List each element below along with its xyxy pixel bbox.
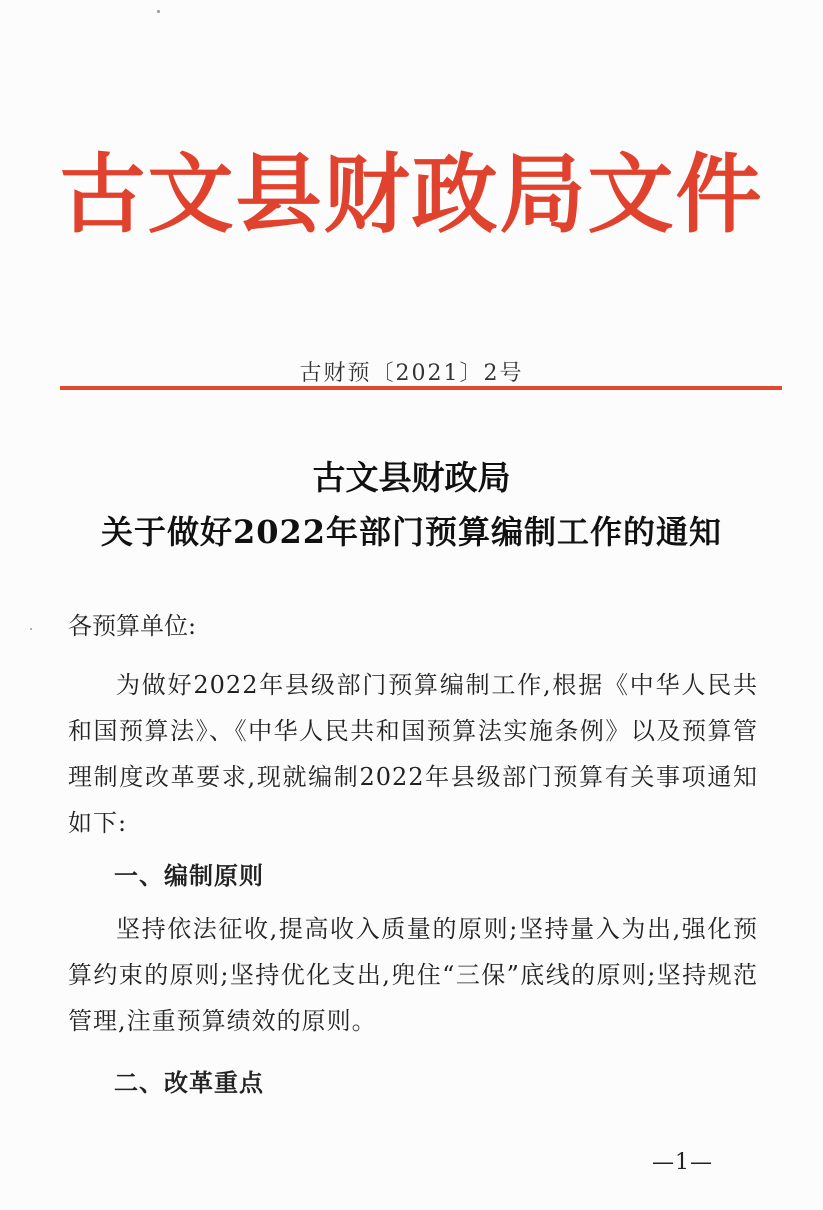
salutation: 各预算单位:	[68, 612, 197, 640]
doc-number: 古财预〔2021〕2号	[299, 361, 524, 386]
page-number: —1—	[652, 1150, 713, 1175]
red-divider	[60, 386, 782, 390]
paragraph-intro: 为做好2022年县级部门预算编制工作,根据《中华人民共和国预算法》、《中华人民共和国预算法实施条例》以及预算管理制度改革要求,现就编制2022年县级部门预算有关事项通知如下:	[68, 671, 758, 837]
notice-title-line2: 关于做好2022年部门预算编制工作的通知	[100, 513, 723, 551]
notice-title-line1: 古文县财政局	[312, 458, 511, 497]
scan-speck	[30, 628, 32, 630]
section-heading-reform: 二、改革重点	[114, 1069, 264, 1097]
paragraph-principles: 坚持依法征收,提高收入质量的原则;坚持量入为出,强化预算约束的原则;坚持优化支出,兜住“三保”底线的原则;坚持规范管理,注重预算绩效的原则。	[68, 915, 758, 1035]
scan-speck	[157, 10, 160, 13]
section-heading-principles: 一、编制原则	[114, 862, 264, 890]
header-title: 古文县财政局文件	[59, 144, 764, 245]
